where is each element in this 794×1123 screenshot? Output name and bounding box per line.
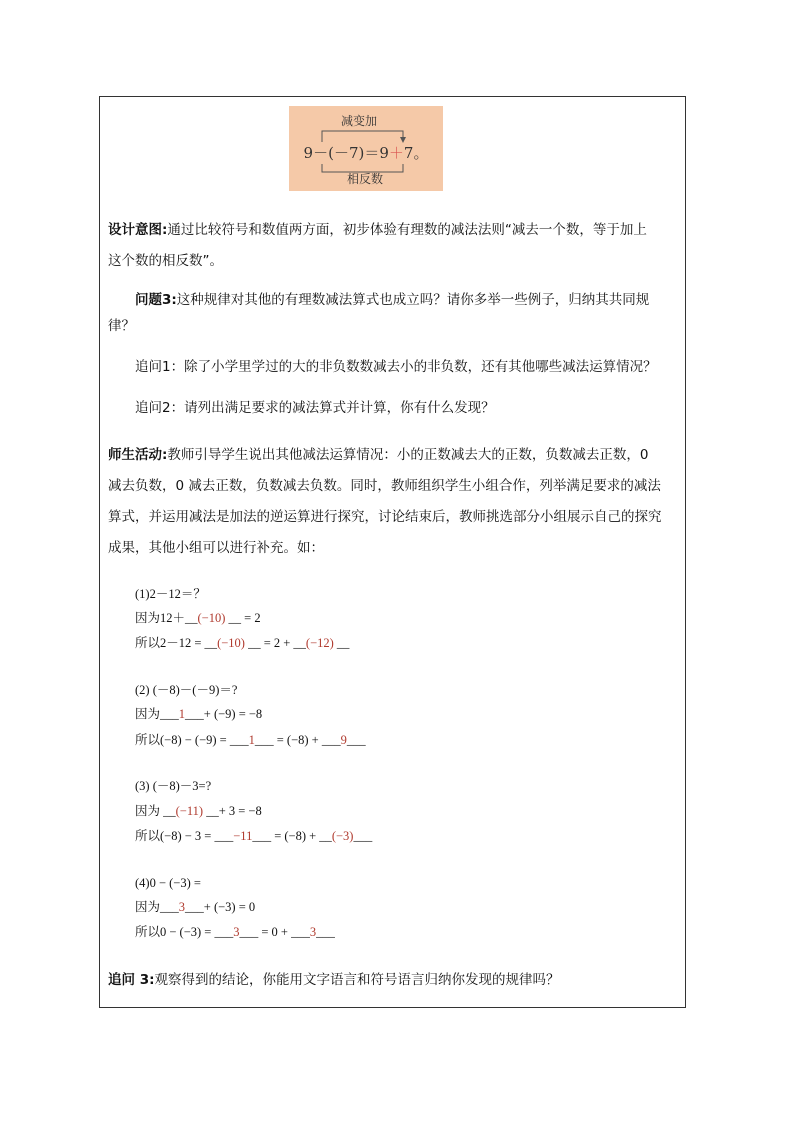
question3-line2: 律？ bbox=[108, 318, 135, 334]
diagram-top-label: 减变加 bbox=[341, 114, 378, 128]
followup3 bbox=[108, 968, 560, 992]
diagram-bottom-label: 相反数 bbox=[347, 172, 384, 186]
subtraction-rule-diagram bbox=[289, 106, 443, 191]
example3-because: 因为 __(−11) __+ 3 = −8 bbox=[135, 804, 262, 818]
example1-so: 所以2－12 = __(−10) __ = 2 + __(−12) __ bbox=[135, 636, 350, 650]
example3-so: 所以(−8) − 3 = ___−11___ = (−8) + __(−3)___ bbox=[135, 829, 373, 843]
followup2: 追问2：请列出满足要求的减法算式并计算，你有什么发现？ bbox=[135, 400, 495, 416]
design-intent-line2: 这个数的相反数”。 bbox=[108, 253, 223, 269]
followup1: 追问1：除了小学里学过的大的非负数数减去小的非负数，还有其他哪些减法运算情况？ bbox=[135, 359, 657, 375]
question3-text: 这种规律对其他的有理数减法算式也成立吗？请你多举一些例子，归纳其共同规 bbox=[176, 292, 650, 308]
design-intent-label: 设计意图: bbox=[108, 222, 168, 238]
example1-question: (1)2－12＝？ bbox=[135, 587, 206, 601]
example1-because: 因为12＋__(−10) __ = 2 bbox=[135, 611, 261, 625]
activity-line2: 减去负数，0 减去正数，负数减去负数。同时，教师组织学生小组合作，列举满足要求的减法 bbox=[108, 478, 661, 494]
expr-right: 7。 bbox=[403, 144, 429, 162]
example2-question: (2) (－8)－(－9)＝? bbox=[135, 683, 238, 697]
question3-line1 bbox=[135, 288, 649, 312]
expr-left: 9－(－7)＝9 bbox=[303, 144, 389, 162]
activity-line3: 算式，并运用减法是加法的逆运算进行探究，讨论结束后，教师挑选部分小组展示自己的探究 bbox=[108, 509, 662, 525]
activity-text1: 教师引导学生说出其他减法运算情况：小的正数减去大的正数，负数减去正数，0 bbox=[167, 447, 649, 463]
example2-so: 所以(−8) − (−9) = ___1___ = (−8) + ___9___ bbox=[135, 733, 366, 747]
example2-because: 因为___1___+ (−9) = −8 bbox=[135, 707, 263, 721]
example3-question: (3) (－8)－3=? bbox=[135, 779, 212, 793]
activity-line1 bbox=[108, 443, 649, 467]
diagram-expression bbox=[289, 142, 443, 163]
activity-line4: 成果，其他小组可以进行补充。如： bbox=[108, 540, 324, 556]
followup3-label: 追问 3: bbox=[108, 972, 155, 988]
expr-plus: ＋ bbox=[388, 144, 404, 162]
example4-question: (4)0 − (−3) = bbox=[135, 876, 201, 890]
design-intent-line1 bbox=[108, 218, 647, 242]
activity-label: 师生活动: bbox=[108, 447, 168, 463]
design-intent-text: 通过比较符号和数值两方面，初步体验有理数的减法法则“减去一个数，等于加上 bbox=[167, 222, 647, 238]
example4-so: 所以0 − (−3) = ___3___ = 0 + ___3___ bbox=[135, 925, 335, 939]
followup3-text: 观察得到的结论，你能用文字语言和符号语言归纳你发现的规律吗？ bbox=[154, 972, 560, 988]
example4-because: 因为___3___+ (−3) = 0 bbox=[135, 900, 256, 914]
question3-label: 问题3: bbox=[135, 292, 177, 308]
